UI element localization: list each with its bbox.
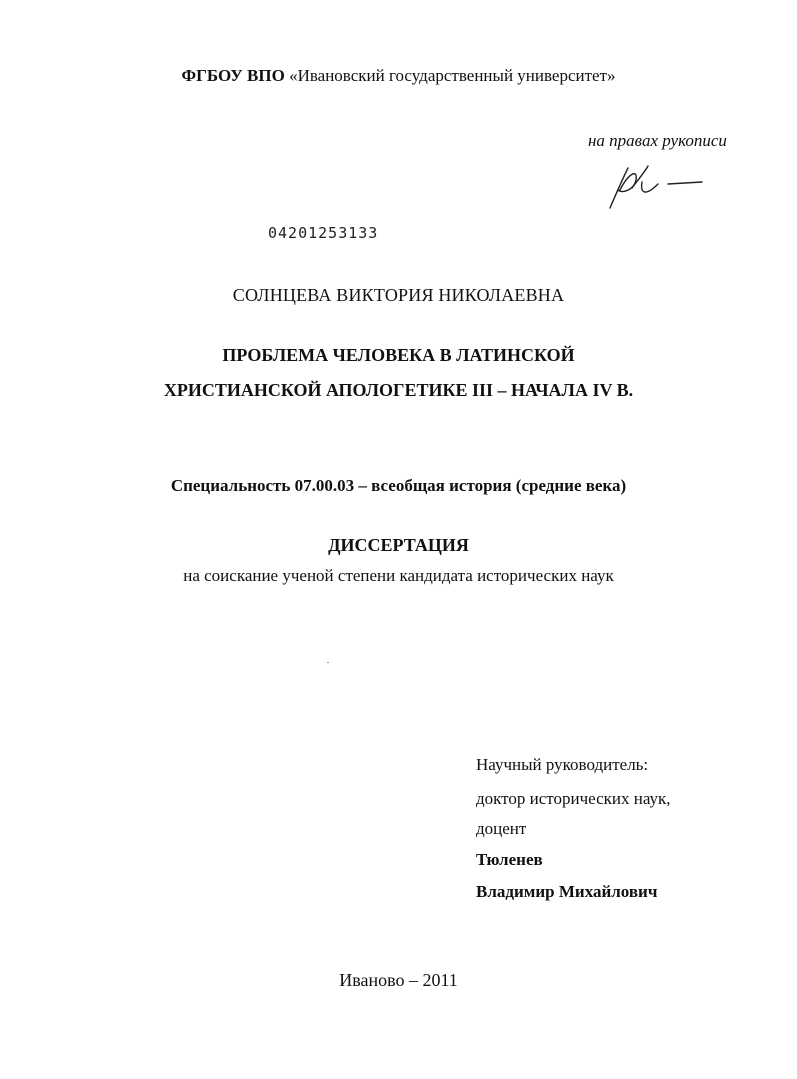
supervisor-surname: Тюленев	[476, 850, 543, 869]
supervisor-label: Научный руководитель:	[476, 755, 649, 774]
city-year: Иваново – 2011	[339, 970, 458, 990]
institution-name: «Ивановский государственный университет»	[289, 66, 616, 85]
supervisor-degree: доктор исторических наук,	[476, 789, 671, 808]
document-type: ДИССЕРТАЦИЯ	[328, 535, 469, 555]
thesis-title-line-1: ПРОБЛЕМА ЧЕЛОВЕКА В ЛАТИНСКОЙ	[222, 345, 575, 365]
handwritten-signature	[598, 160, 708, 212]
archive-barcode-number: 04201253133	[268, 224, 379, 242]
institution-line	[0, 66, 797, 86]
specialty-line: Специальность 07.00.03 – всеобщая история (средние века)	[170, 476, 627, 495]
supervisor-name: Владимир Михайлович	[476, 882, 658, 901]
author-name: СОЛНЦЕВА ВИКТОРИЯ НИКОЛАЕВНА	[232, 285, 565, 305]
degree-line: на соискание ученой степени кандидата исторических наук	[183, 566, 614, 585]
thesis-title-line-2: ХРИСТИАНСКОЙ АПОЛОГЕТИКЕ III – НАЧАЛА IV В.	[163, 380, 634, 400]
institution-prefix: ФГБОУ ВПО	[181, 66, 285, 85]
scan-speck	[327, 662, 329, 663]
supervisor-title: доцент	[476, 819, 527, 838]
rights-note: на правах рукописи	[588, 131, 727, 150]
